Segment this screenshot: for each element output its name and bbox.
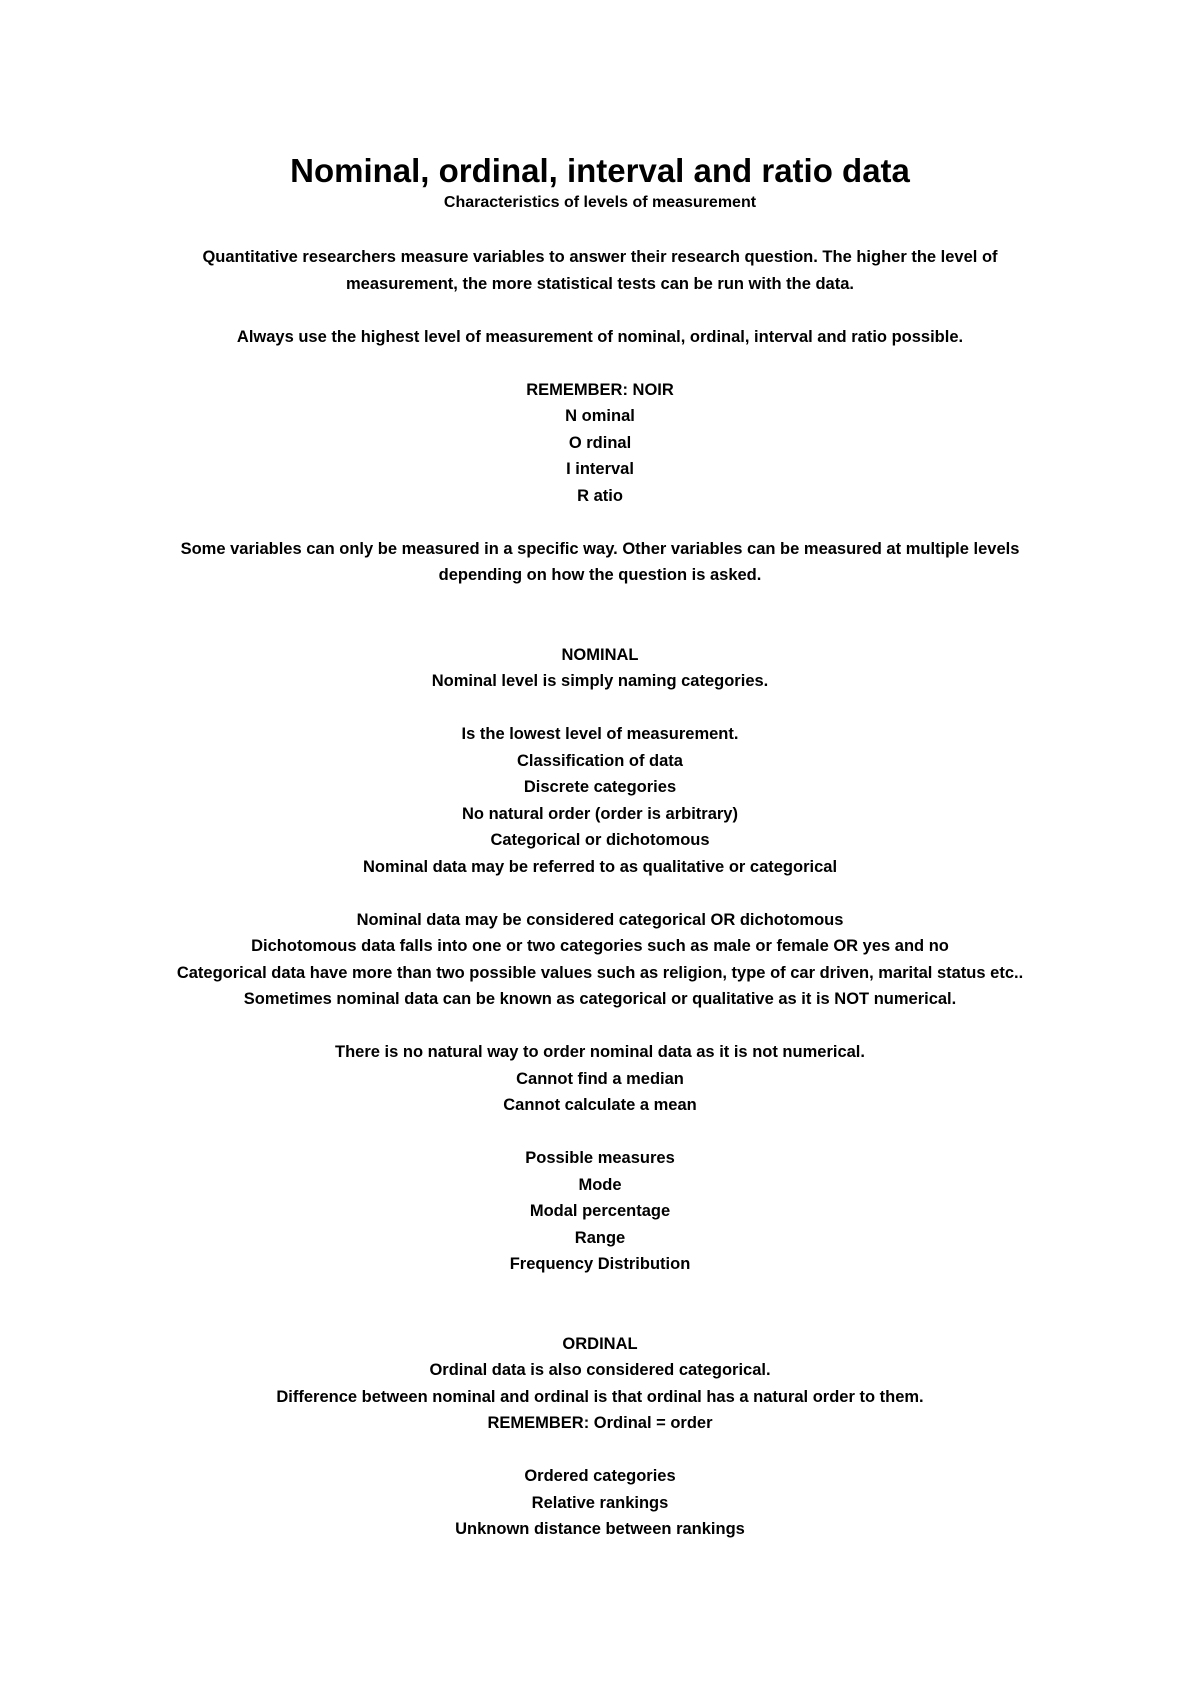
ordinal-list-item: Ordered categories <box>524 1467 676 1485</box>
nominal-measure-item: Range <box>574 1228 626 1247</box>
document-body <box>120 150 1080 1543</box>
nominal-list3-item: There is no natural way to order nominal data as it is not numerical. <box>335 1043 865 1061</box>
nominal-list1-item: Is the lowest level of measurement. <box>461 725 739 743</box>
nominal-list1-item: Categorical or dichotomous <box>490 831 710 849</box>
intro-line-2: measurement, the more statistical tests can be run with the data. <box>346 274 854 293</box>
intro-line-1: Quantitative researchers measure variables to answer their research question. The higher the level of <box>202 248 998 266</box>
nominal-list3-item: Cannot find a median <box>516 1069 684 1088</box>
ordinal-intro-line: Ordinal data is also considered categorical. <box>429 1361 771 1379</box>
nominal-list1-item: Discrete categories <box>523 778 677 796</box>
nominal-list2-item: Dichotomous data falls into one or two categories such as male or female OR yes and no <box>251 937 949 955</box>
noir-item-ordinal: O rdinal <box>568 433 632 452</box>
ordinal-heading: ORDINAL <box>562 1334 638 1353</box>
nominal-measure-item: Modal percentage <box>529 1202 671 1220</box>
nominal-measure-item: Mode <box>578 1175 622 1194</box>
document-title: Nominal, ordinal, interval and ratio data <box>290 152 910 189</box>
ordinal-intro-line: Difference between nominal and ordinal is that ordinal has a natural order to them. <box>276 1387 924 1406</box>
nominal-list2-item: Categorical data have more than two possible values such as religion, type of car driven, marital status etc.. <box>176 963 1024 982</box>
nominal-list2-item: Nominal data may be considered categorical OR dichotomous <box>356 910 844 929</box>
ordinal-list-item: Unknown distance between rankings <box>455 1520 745 1538</box>
noir-item-nominal: N ominal <box>565 407 635 425</box>
noir-heading: REMEMBER: NOIR <box>526 380 674 399</box>
nominal-list1-item: Nominal data may be referred to as qualitative or categorical <box>362 857 838 876</box>
document-subtitle: Characteristics of levels of measurement <box>443 194 757 211</box>
nominal-intro: Nominal level is simply naming categories. <box>431 672 769 690</box>
ordinal-intro-line: REMEMBER: Ordinal = order <box>487 1414 713 1432</box>
nominal-list2-item: Sometimes nominal data can be known as categorical or qualitative as it is NOT numerical. <box>243 990 957 1008</box>
nominal-heading: NOMINAL <box>561 645 639 664</box>
noir-item-ratio: R atio <box>577 486 623 505</box>
nominal-list3-item: Cannot calculate a mean <box>503 1096 697 1114</box>
nominal-list1-item: Classification of data <box>517 751 683 770</box>
variables-line-2: depending on how the question is asked. <box>438 566 762 584</box>
nominal-list1-item: No natural order (order is arbitrary) <box>462 804 738 823</box>
intro-always-line: Always use the highest level of measurement of nominal, ordinal, interval and ratio possible. <box>236 327 964 346</box>
nominal-measures-heading: Possible measures <box>525 1149 675 1167</box>
variables-line-1: Some variables can only be measured in a specific way. Other variables can be measured at multiple levels <box>180 539 1020 558</box>
noir-item-interval: I interval <box>566 460 634 478</box>
nominal-measure-item: Frequency Distribution <box>509 1255 691 1273</box>
ordinal-list-item: Relative rankings <box>531 1493 669 1512</box>
